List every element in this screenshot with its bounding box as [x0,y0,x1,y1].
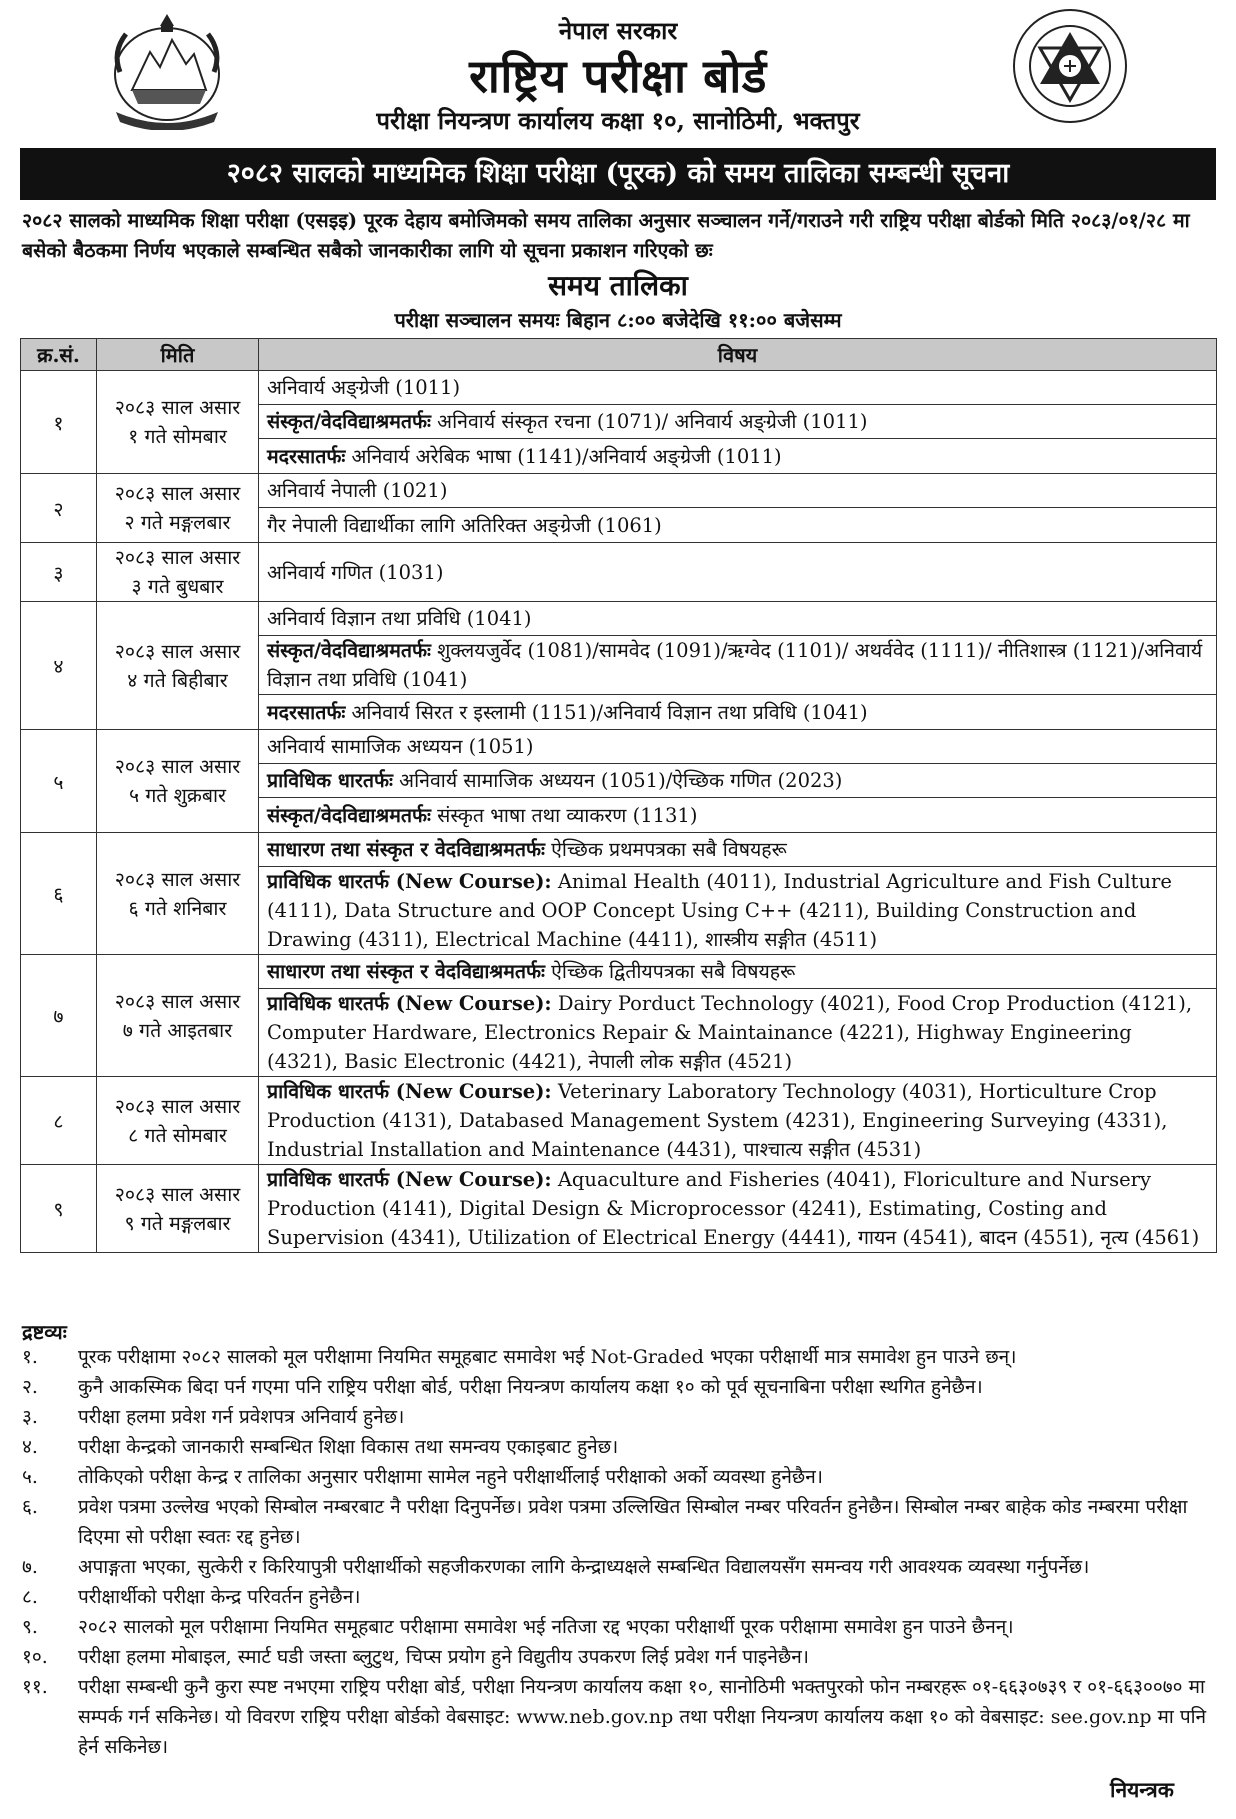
note-item [22,1402,1218,1432]
row-date-year-month: २०८३ साल असार [114,1094,241,1118]
subject-stream-label: संस्कृत/वेदविद्याश्रमतर्फः [267,639,431,662]
intro-paragraph: २०८२ सालको माध्यमिक शिक्षा परीक्षा (एसइइ) पूरक देहाय बमोजिमको समय तालिका अनुसार सञ्चालन गर्ने/गराउने गरी राष्ट्रिय परीक्षा बोर्डको मिति २०८३/०१/२८ मा बसेको बैठकमा निर्णय भएकाले सम्बन्धित सबैको जानकारीका लागि यो सूचना प्रकाशन गरिएको छः [22,209,1190,262]
note-item [22,1432,1218,1462]
subject-line [259,636,1216,695]
note-item [22,1552,1218,1582]
subject-line [259,555,1216,589]
note-item [22,1492,1218,1552]
notes-list [22,1342,1218,1762]
row-date-day: २ गते मङ्गलबार [124,511,231,534]
row-date-year-month: २०८३ साल असार [114,546,241,569]
note-number: ४. [22,1436,38,1458]
row-date-year-month: २०८३ साल असार [114,989,241,1013]
note-text: कुनै आकस्मिक बिदा पर्न गएमा पनि राष्ट्रिय परीक्षा बोर्ड, परीक्षा नियन्त्रण कार्यालय कक्षा १० को पूर्व सूचनाबिना परीक्षा स्थगित हुनेछैन। [78,1376,983,1398]
note-text: प्रवेश पत्रमा उल्लेख भएको सिम्बोल नम्बरबाट नै परीक्षा दिनुपर्नेछ। प्रवेश पत्रमा उल्लिखित सिम्बोल नम्बर परिवर्तन हुनेछैन। सिम्बोल नम्बर बाहेक कोड नम्बरमा परीक्षा दिएमा सो परीक्षा स्वतः रद्द हुनेछ। [78,1496,1188,1548]
row-date [97,602,259,730]
subject-text: अनिवार्य अङ्ग्रेजी (1011) [267,376,461,399]
row-date-day: ७ गते आइतबार [122,1018,233,1042]
subject-line [259,1077,1216,1164]
note-item [22,1612,1218,1642]
subject-text: गैर नेपाली विद्यार्थीका लागि अतिरिक्त अङ्ग्रेजी (1061) [267,513,662,537]
note-text: परीक्षार्थीको परीक्षा केन्द्र परिवर्तन हुनेछैन। [78,1586,361,1608]
note-item [22,1372,1218,1402]
subject-line [259,508,1216,542]
subject-text: संस्कृत भाषा तथा व्याकरण (1131) [430,803,698,827]
header-subject: विषय [259,339,1217,371]
row-serial: ५ [21,730,97,833]
row-date [97,474,259,543]
row-date-day: ३ गते बुधबार [131,575,224,598]
row-date [97,371,259,474]
note-number: ९. [22,1616,38,1638]
row-subjects [259,1165,1217,1253]
row-date [97,543,259,602]
header-date: मिति [97,339,259,371]
note-text: २०८२ सालको मूल परीक्षामा नियमित समूहबाट परीक्षामा समावेश भई नतिजा रद्द भएका परीक्षार्थी पूरक परीक्षामा समावेश हुन पाउने छैनन्। [78,1616,1014,1638]
note-text: अपाङ्गता भएका, सुत्केरी र किरियापुत्री परीक्षार्थीको सहजीकरणका लागि केन्द्राध्यक्षले सम्बन्धित विद्यालयसँग समन्वय गरी आवश्यक व्यवस्था गर्नुपर्नेछ। [78,1556,1090,1578]
subject-line [259,1165,1216,1252]
row-date-year-month: २०८३ साल असार [114,1182,241,1206]
subject-line [259,989,1216,1076]
row-date-year-month: २०८३ साल असार [114,639,241,663]
row-serial: ४ [21,602,97,730]
row-date-day: ५ गते शुक्रबार [128,784,227,807]
row-date-day: ९ गते मङ्गलबार [124,1211,231,1235]
subject-text: अनिवार्य अरेबिक भाषा (1141)/अनिवार्य अङ्ग्रेजी (1011) [345,444,782,468]
subject-stream-label: प्राविधिक धारतर्फ (New Course): [267,992,552,1015]
row-subjects [259,730,1217,833]
schedule-table [20,338,1217,1253]
row-date-day: ६ गते शनिबार [128,896,227,920]
row-date [97,1077,259,1165]
note-number: ११. [22,1676,48,1698]
subject-stream-label: संस्कृत/वेदविद्याश्रमतर्फः [267,803,431,827]
subject-text: Dairy Porduct Technology (4021), Food Crop Production (4121), Computer Hardware, Electronics Repair & Maintainance (4221), Highway Engineering (4321), Basic Electronic (4421), नेपाली लोक सङ्गीत (4521) [267,992,1193,1073]
row-date-year-month: २०८३ साल असार [114,482,241,505]
row-date [97,833,259,955]
note-item [22,1342,1218,1372]
row-serial: ६ [21,833,97,955]
subject-line [259,695,1216,729]
subject-line [259,867,1216,954]
row-subjects [259,602,1217,730]
subject-text: अनिवार्य नेपाली (1021) [267,479,448,502]
note-text: परीक्षा सम्बन्धी कुनै कुरा स्पष्ट नभएमा राष्ट्रिय परीक्षा बोर्ड, परीक्षा नियन्त्रण कार्यालय कक्षा १०, सानोठिमी भक्तपुरको फोन नम्बरहरू ०१-६६३०७३९ र ०१-६६३००७० मा सम्पर्क गर्न सकिनेछ। यो विवरण राष्ट्रिय परीक्षा बोर्डको वेबसाइट: www.neb.gov.np तथा परीक्षा नियन्त्रण कार्यालय कक्षा १० को वेबसाइट: see.gov.np मा पनि हेर्न सकिनेछ। [78,1676,1207,1758]
note-number: ८. [22,1586,38,1608]
row-serial: ८ [21,1077,97,1165]
subject-line [259,798,1216,832]
note-item [22,1642,1218,1672]
subject-line [259,730,1216,764]
row-serial: १ [21,371,97,474]
subject-stream-label: प्राविधिक धारतर्फ (New Course): [267,870,552,893]
row-date [97,730,259,833]
row-date [97,1165,259,1253]
subject-stream-label: साधारण तथा संस्कृत र वेदविद्याश्रमतर्फः [267,838,545,861]
table-row [21,833,1217,955]
note-number: १. [22,1346,38,1368]
subject-stream-label: संस्कृत/वेदविद्याश्रमतर्फः [267,410,431,433]
subject-line [259,474,1216,508]
subject-text: अनिवार्य सामाजिक अध्ययन (1051) [267,735,534,758]
subject-line [259,833,1216,867]
note-number: ६. [22,1496,38,1518]
row-subjects [259,1077,1217,1165]
subject-text: Aquaculture and Fisheries (4041), Floriculture and Nursery Production (4141), Digital Design & Microprocessor (4241), Estimating, Costing and Supervision (4341), Utilization of Electrical Energy (4441), गायन (4541), बादन (4551), नृत्य (4561) [267,1168,1200,1249]
subject-stream-label: प्राविधिक धारतर्फ (New Course): [267,1168,552,1191]
note-number: ३. [22,1406,38,1428]
row-subjects [259,955,1217,1077]
table-row [21,1165,1217,1253]
table-row [21,474,1217,543]
note-item [22,1462,1218,1492]
subject-text: अनिवार्य संस्कृत रचना (1071)/ अनिवार्य अङ्ग्रेजी (1011) [430,410,868,433]
schedule-title: समय तालिका [548,269,688,302]
row-serial: ९ [21,1165,97,1253]
subject-text: अनिवार्य विज्ञान तथा प्रविधि (1041) [267,607,532,630]
subject-text: ऐच्छिक द्वितीयपत्रका सबै विषयहरू [544,960,796,983]
row-serial: ३ [21,543,97,602]
subject-stream-label: मदरसातर्फः [267,444,346,468]
subject-stream-label: प्राविधिक धारतर्फः [267,769,393,792]
table-header-row [21,339,1217,371]
note-number: ७. [22,1556,38,1578]
note-number: ५. [22,1466,38,1488]
subject-stream-label: मदरसातर्फः [267,700,346,724]
notice-title: २०८२ सालको माध्यमिक शिक्षा परीक्षा (पूरक) को समय तालिका सम्बन्धी सूचना [20,148,1216,200]
table-row [21,955,1217,1077]
subject-line [259,439,1216,473]
note-text: परीक्षा हलमा प्रवेश गर्न प्रवेशपत्र अनिवार्य हुनेछ। [78,1406,405,1428]
note-item [22,1582,1218,1612]
signoff: नियन्त्रक [1110,1777,1174,1802]
header-serial: क्र.सं. [21,339,97,371]
row-serial: २ [21,474,97,543]
row-date-year-month: २०८३ साल असार [114,396,241,419]
subject-text: Animal Health (4011), Industrial Agriculture and Fish Culture (4111), Data Structure and OOP Concept Using C++ (4211), Building Construction and Drawing (4311), Electrical Machine (4411), शास्त्रीय सङ्गीत (4511) [267,870,1172,951]
subject-text: Veterinary Laboratory Technology (4031), Horticulture Crop Production (4131), Databased Management System (4231), Engineering Surveying (4331), Industrial Installation and Maintenance (4431), पाश्चात्य सङ्गीत (4531) [267,1080,1168,1161]
notes-heading: द्रष्टव्यः [22,1320,67,1344]
note-text: परीक्षा केन्द्रको जानकारी सम्बन्धित शिक्षा विकास तथा समन्वय एकाइबाट हुनेछ। [78,1436,619,1458]
subject-text: अनिवार्य सामाजिक अध्ययन (1051)/ऐच्छिक गणित (2023) [392,769,843,792]
subject-line [259,602,1216,636]
subject-line [259,764,1216,798]
row-subjects [259,371,1217,474]
note-number: १०. [22,1646,48,1668]
subject-line [259,955,1216,989]
row-subjects [259,474,1217,543]
subject-stream-label: प्राविधिक धारतर्फ (New Course): [267,1080,552,1103]
row-date-day: ८ गते सोमबार [128,1123,227,1147]
subject-stream-label: साधारण तथा संस्कृत र वेदविद्याश्रमतर्फः [267,960,545,983]
note-number: २. [22,1376,38,1398]
table-row [21,1077,1217,1165]
table-row [21,371,1217,474]
subject-line [259,371,1216,405]
row-subjects [259,833,1217,955]
row-date [97,955,259,1077]
subject-line [259,405,1216,439]
subject-text: ऐच्छिक प्रथमपत्रका सबै विषयहरू [544,838,787,861]
row-serial: ७ [21,955,97,1077]
row-date-day: १ गते सोमबार [128,425,227,448]
row-subjects [259,543,1217,602]
note-item [22,1672,1218,1762]
note-text: पूरक परीक्षामा २०८२ सालको मूल परीक्षामा नियमित समूहबाट समावेश भई Not-Graded भएका परीक्षार्थी मात्र समावेश हुन पाउने छन्। [78,1346,1017,1368]
government-label: नेपाल सरकार [558,16,678,45]
subject-text: अनिवार्य सिरत र इस्लामी (1151)/अनिवार्य विज्ञान तथा प्रविधि (1041) [345,700,868,724]
row-date-day: ४ गते बिहीबार [127,668,228,692]
note-text: परीक्षा हलमा मोबाइल, स्मार्ट घडी जस्ता ब्लुटुथ, चिप्स प्रयोग हुने विद्युतीय उपकरण लिई प्रवेश गर्न पाइनेछैन। [78,1646,809,1668]
office-address: परीक्षा नियन्त्रण कार्यालय कक्षा १०, सानोठिमी, भक्तपुर [376,106,860,135]
exam-time: परीक्षा सञ्चालन समयः बिहान ८:०० बजेदेखि ११:०० बजेसम्म [394,308,842,332]
table-row [21,602,1217,730]
row-date-year-month: २०८३ साल असार [114,867,241,891]
table-row [21,543,1217,602]
board-name: राष्ट्रिय परीक्षा बोर्ड [469,49,767,103]
table-row [21,730,1217,833]
subject-text: अनिवार्य गणित (1031) [267,560,444,584]
row-date-year-month: २०८३ साल असार [114,755,241,778]
subject-text: शुक्लयजुर्वेद (1081)/सामवेद (1091)/ऋग्वेद (1101)/ अथर्ववेद (1111)/ नीतिशास्त्र (1121)/अनिवार्य विज्ञान तथा प्रविधि (1041) [267,639,1203,691]
note-text: तोकिएको परीक्षा केन्द्र र तालिका अनुसार परीक्षामा सामेल नहुने परीक्षार्थीलाई परीक्षाको अर्को व्यवस्था हुनेछैन। [78,1466,823,1488]
